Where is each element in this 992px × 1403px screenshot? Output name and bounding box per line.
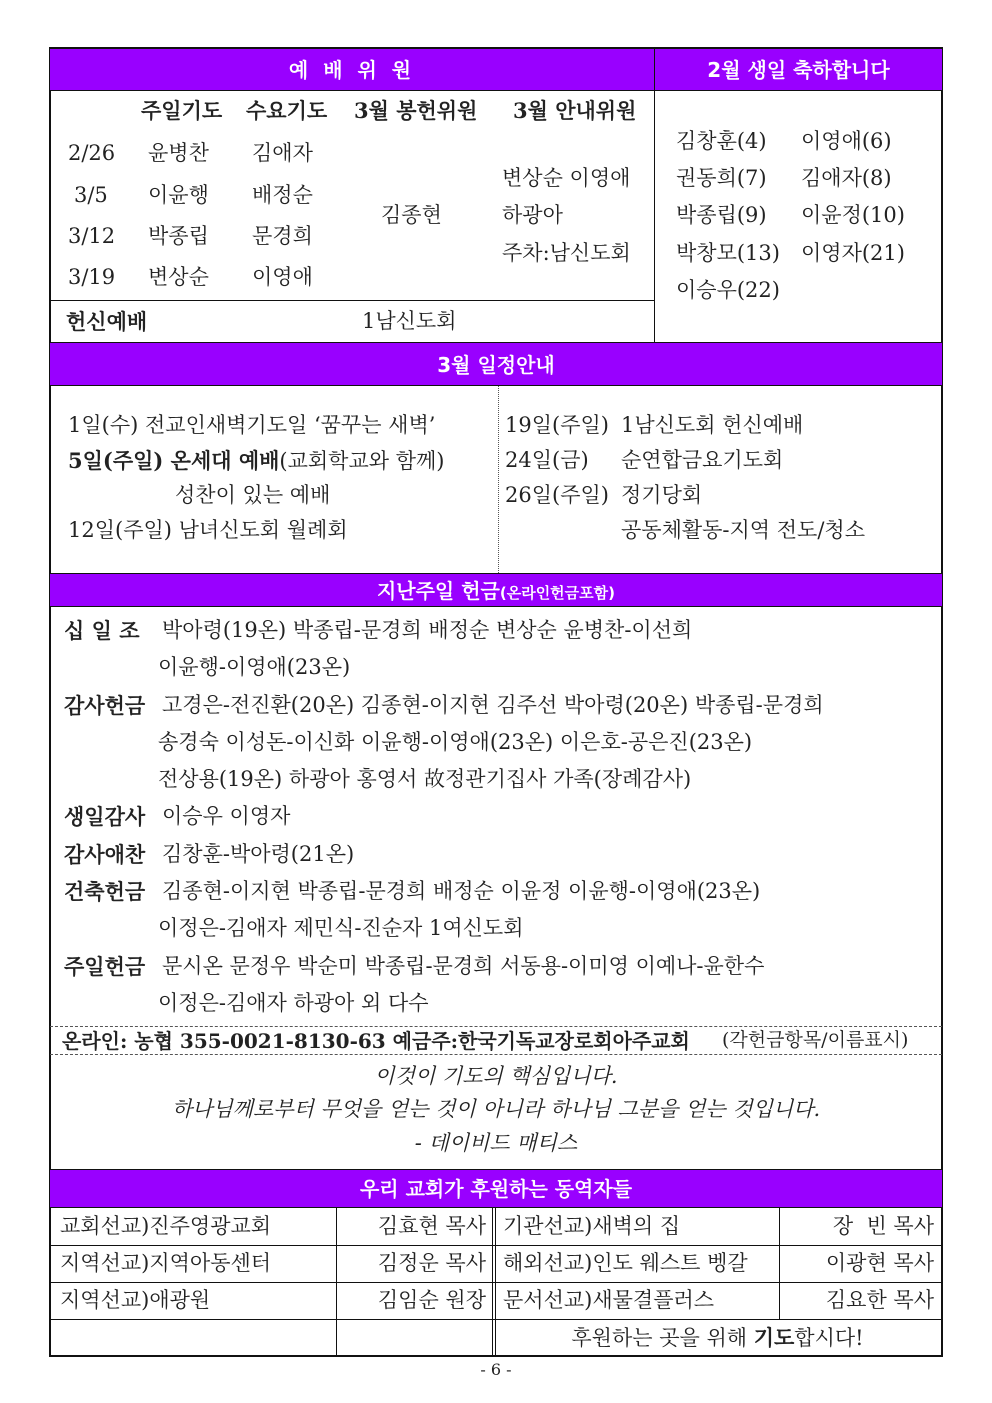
- birthday-name: 박종립(9): [676, 203, 767, 227]
- offering-line: 김창훈-박아령(21온): [162, 842, 355, 866]
- schedule-item: [68, 450, 444, 472]
- schedule-event: 정기당회: [621, 483, 703, 507]
- dedication-label: 헌신예배: [66, 309, 148, 334]
- online-divider-top: [50, 1026, 942, 1027]
- birthday-name: 권동희(7): [676, 166, 767, 190]
- worship-sunday: 윤병찬: [148, 141, 209, 165]
- support-org: 문서선교)새물결플러스: [503, 1288, 715, 1312]
- offering-line: 문시온 문정우 박순미 박종립-문경희 서동용-이미영 이예나-윤한수: [162, 954, 765, 978]
- support-org: 해외선교)인도 웨스트 벵갈: [503, 1251, 748, 1275]
- worship-sunday: 박종립: [148, 224, 209, 248]
- support-org: 지역선교)애광원: [60, 1288, 211, 1312]
- schedule-event: 순연합금요기도회: [621, 448, 784, 472]
- worship-wed: 배정순: [252, 183, 313, 207]
- dedication-divider: [50, 300, 654, 301]
- schedule-item: 12일(주일) 남녀신도회 월례회: [68, 518, 348, 542]
- birthday-header: 2월 생일 축하합니다: [655, 48, 942, 91]
- worship-sunday: 변상순: [148, 265, 209, 289]
- guide-line: 하광아: [502, 203, 563, 227]
- worship-birthday-divider: [654, 48, 655, 342]
- offering-label: 생일감사: [64, 804, 146, 829]
- worship-date: 3/5: [74, 183, 108, 207]
- support-person: 김요한 목사: [825, 1288, 934, 1312]
- support-org: 지역선교)지역아동센터: [60, 1251, 272, 1275]
- offering-line: 박아령(19온) 박종립-문경희 배정순 변상순 윤병찬-이선희: [162, 618, 693, 642]
- offering-label: 십 일 조: [64, 618, 140, 643]
- offering-line: 이정은-김애자 하광아 외 다수: [158, 991, 429, 1015]
- quote-line: 이것이 기도의 핵심입니다.: [374, 1064, 618, 1088]
- col-guide-committee: 3월 안내위원: [513, 98, 637, 123]
- support-row-line: [50, 1245, 942, 1246]
- schedule-item-rest: (교회학교와 함께): [279, 449, 445, 473]
- support-org: 기관선교)새벽의 집: [503, 1214, 681, 1238]
- support-header: 우리 교회가 후원하는 동역자들: [50, 1169, 942, 1208]
- schedule-date: 26일(주일): [505, 483, 609, 507]
- birthday-name: 이영애(6): [801, 129, 892, 153]
- support-person: 김임순 원장: [377, 1288, 486, 1312]
- schedule-event: 1남신도회 헌신예배: [621, 413, 804, 437]
- schedule-event: 공동체활동-지역 전도/청소: [621, 518, 865, 542]
- offering-line: 전상용(19온) 하광아 홍영서 故정관기집사 가족(장례감사): [158, 767, 692, 791]
- birthday-name: 이영자(21): [801, 241, 905, 265]
- schedule-item-bold: 5일(주일) 온세대 예배: [68, 448, 280, 473]
- schedule-date: 19일(주일): [505, 413, 609, 437]
- offering-header: [50, 573, 942, 607]
- worship-sunday: 이윤행: [148, 183, 209, 207]
- col-wed-prayer: 수요기도: [246, 98, 328, 123]
- birthday-name: 박창모(13): [676, 241, 780, 265]
- support-person: 김효현 목사: [377, 1214, 486, 1238]
- offering-label: 감사헌금: [64, 693, 146, 718]
- birthday-name: 김애자(8): [801, 166, 892, 190]
- worship-date: 2/26: [68, 141, 116, 165]
- col-offering-committee: 3월 봉헌위원: [354, 98, 478, 123]
- offering-line: 이승우 이영자: [162, 804, 291, 828]
- support-org: 교회선교)진주영광교회: [60, 1214, 272, 1238]
- offering-label: 건축헌금: [64, 879, 146, 904]
- schedule-divider: [498, 386, 499, 573]
- birthday-name: 김창훈(4): [676, 129, 767, 153]
- offering-line: 고경은-전진환(20온) 김종현-이지현 김주선 박아령(20온) 박종립-문경희: [162, 693, 824, 717]
- worship-wed: 이영애: [252, 265, 313, 289]
- schedule-item: 1일(수) 전교인새벽기도일 ‘꿈꾸는 새벽’: [68, 413, 436, 437]
- guide-line: 주차:남신도회: [502, 241, 631, 265]
- offering-line: 김종현-이지현 박종립-문경희 배정순 이윤정 이윤행-이영애(23온): [162, 879, 761, 903]
- worship-wed: 김애자: [252, 141, 313, 165]
- online-note: (각헌금항목/이름표시): [722, 1029, 909, 1051]
- schedule-date: 24일(금): [505, 448, 589, 472]
- worship-date: 3/12: [68, 224, 116, 248]
- worship-wed: 문경희: [252, 224, 313, 248]
- online-divider-bottom: [50, 1054, 942, 1055]
- support-footer-bold: 기도: [753, 1325, 795, 1350]
- support-col-line: [492, 1208, 493, 1356]
- schedule-header: 3월 일정안내: [50, 342, 942, 386]
- birthday-name: 이윤정(10): [801, 203, 905, 227]
- support-person: 장 빈 목사: [832, 1214, 934, 1238]
- guide-line: 변상순 이영애: [502, 166, 631, 190]
- quote-author: - 데이비드 매티스: [414, 1131, 578, 1155]
- dedication-value: 1남신도회: [362, 309, 457, 333]
- page-number: - 6 -: [480, 1360, 512, 1379]
- support-row-line: [50, 1319, 942, 1320]
- quote-line: 하나님께로부터 무엇을 얻는 것이 아니라 하나님 그분을 얻는 것입니다.: [171, 1097, 821, 1121]
- offering-line: 이윤행-이영애(23온): [158, 655, 351, 679]
- col-sunday-prayer: 주일기도: [141, 98, 223, 123]
- offering-line: 이정은-김애자 제민식-진순자 1여신도회: [158, 916, 524, 940]
- offering-committee-name: 김종현: [381, 203, 442, 227]
- offering-header-title: 지난주일 헌금: [376, 579, 500, 603]
- worship-date: 3/19: [68, 265, 116, 289]
- support-footer: [495, 1327, 940, 1349]
- online-account: 온라인: 농협 355-0021-8130-63 예금주:한국기독교장로회아주교회: [62, 1029, 690, 1053]
- offering-line: 송경숙 이성돈-이신화 이윤행-이영애(23온) 이은호-공은진(23온): [158, 730, 753, 754]
- support-footer-post: 합시다!: [794, 1326, 864, 1350]
- support-person: 이광현 목사: [825, 1251, 934, 1275]
- support-row-line: [50, 1282, 942, 1283]
- offering-header-note: (온라인헌금포함): [499, 584, 616, 602]
- worship-header: 예 배 위 원: [50, 48, 654, 91]
- support-person: 김정운 목사: [377, 1251, 486, 1275]
- schedule-item: 성찬이 있는 예배: [175, 483, 331, 507]
- birthday-name: 이승우(22): [676, 278, 780, 302]
- offering-label: 감사애찬: [64, 842, 146, 867]
- offering-label: 주일헌금: [64, 954, 146, 979]
- support-footer-pre: 후원하는 곳을 위해: [571, 1326, 754, 1350]
